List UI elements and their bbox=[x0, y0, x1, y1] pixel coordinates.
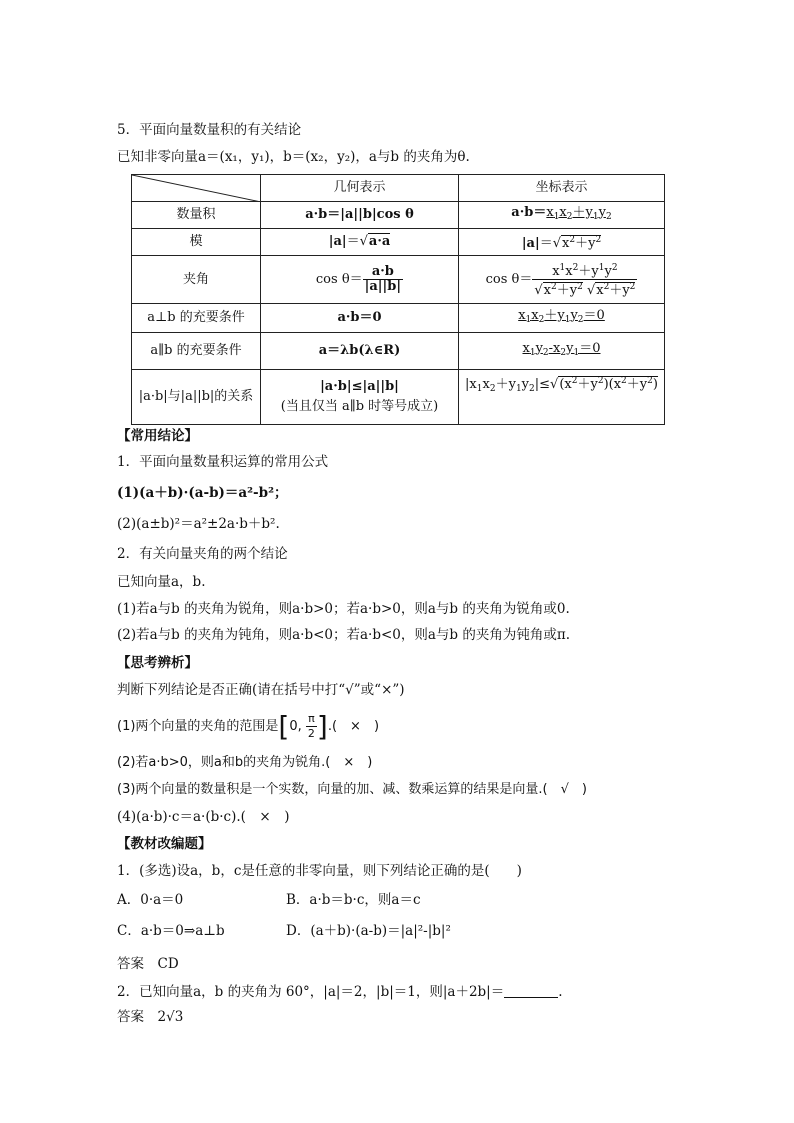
answer-blank bbox=[504, 985, 558, 998]
row-label: 数量积 bbox=[132, 202, 261, 229]
option-d: D．(a＋b)·(a-b)＝|a|²-|b|² bbox=[286, 923, 451, 939]
table-corner-cell bbox=[132, 175, 261, 202]
common-tag: 【常用结论】 bbox=[117, 428, 198, 444]
row-coord: $|x_1x_2+y_1y_2|\le√(x^2+y^2)(x^2+y^2)$ bbox=[459, 370, 665, 425]
row-geo: cos θ＝ $\frac{a\cdot b}{|a||b|}$ bbox=[261, 256, 459, 304]
section-heading: 5．平面向量数量积的有关结论 bbox=[117, 122, 302, 138]
common-item1: 1．平面向量数量积运算的常用公式 bbox=[117, 454, 329, 470]
row-coord: $a\cdot b=x_1x_2+y_1y_2$ bbox=[459, 202, 665, 229]
option-c: C．a·b＝0⇒a⊥b bbox=[117, 923, 225, 939]
header-geometric: 几何表示 bbox=[261, 175, 459, 202]
row-coord: $|a|=√x^2+y^2$ bbox=[459, 229, 665, 256]
row-geo: |a·b|≤|a||b| (当且仅当 a∥b 时等号成立) bbox=[261, 370, 459, 425]
option-a: A．0·a＝0 bbox=[117, 892, 184, 908]
row-label: 夹角 bbox=[132, 256, 261, 304]
common-item2: 2．有关向量夹角的两个结论 bbox=[117, 546, 288, 562]
row-geo: a·b＝|a||b|cos θ bbox=[261, 202, 459, 229]
answer-2: 答案 2√3 bbox=[117, 1009, 184, 1025]
conclusion-1: (1)若a与b 的夹角为锐角，则a·b>0；若a·b>0，则a与b 的夹角为锐角或0. bbox=[117, 601, 570, 617]
formula-2: (2)(a±b)²＝a²±2a·b＋b². bbox=[117, 516, 280, 532]
row-label: 模 bbox=[132, 229, 261, 256]
row-coord: cos θ＝ $\frac{x^1x^2+y^1y^2}{√x^2+y^2 √x^2+y^2}$ bbox=[459, 256, 665, 304]
textbook-q1: 1．(多选)设a，b，c是任意的非零向量，则下列结论正确的是( ) bbox=[117, 863, 522, 879]
think-intro: 判断下列结论是否正确(请在括号中打“√”或“×”) bbox=[117, 682, 405, 698]
row-geo: a＝λb(λ∈R) bbox=[261, 333, 459, 370]
row-coord: $x_1y_2-x_2y_1=0$ bbox=[459, 333, 665, 370]
section-intro: 已知非零向量a＝(x₁，y₁)，b＝(x₂，y₂)，a与b 的夹角为θ. bbox=[117, 149, 470, 165]
row-coord: $x_1x_2+y_1y_2=0$ bbox=[459, 304, 665, 333]
think-q3: (3)两个向量的数量积是一个实数，向量的加、减、数乘运算的结果是向量.( √ ) bbox=[117, 782, 587, 797]
textbook-tag: 【教材改编题】 bbox=[117, 836, 212, 852]
header-coordinate: 坐标表示 bbox=[459, 175, 665, 202]
diagonal-line bbox=[132, 175, 261, 202]
formula-1: (1)(a＋b)·(a-b)＝a²-b²； bbox=[117, 485, 288, 501]
results-table bbox=[131, 174, 665, 425]
row-label: a∥b 的充要条件 bbox=[132, 333, 261, 370]
row-geo: a·b＝0 bbox=[261, 304, 459, 333]
conclusion-2: (2)若a与b 的夹角为钝角，则a·b<0；若a·b<0，则a与b 的夹角为钝角或π. bbox=[117, 627, 571, 643]
row-label: |a·b|与|a||b|的关系 bbox=[132, 370, 261, 425]
option-b: B．a·b＝b·c，则a＝c bbox=[286, 892, 421, 908]
textbook-q2: 2．已知向量a，b 的夹角为 60°，|a|＝2，|b|＝1，则|a＋2b|＝ . bbox=[117, 984, 563, 1000]
row-geo: |a|＝√a·a bbox=[261, 229, 459, 256]
think-q1: (1)两个向量的夹角的范围是[0, $\frac{\pi}{2}$ ].( × ) bbox=[117, 709, 380, 743]
answer-1: 答案 CD bbox=[117, 956, 179, 972]
common-known: 已知向量a，b. bbox=[117, 574, 206, 590]
think-tag: 【思考辨析】 bbox=[117, 655, 198, 671]
think-q2: (2)若a·b>0，则a和b的夹角为锐角.( × ) bbox=[117, 755, 373, 770]
row-label: a⊥b 的充要条件 bbox=[132, 304, 261, 333]
think-q4: (4)(a·b)·c＝a·(b·c).( × ) bbox=[117, 809, 290, 825]
